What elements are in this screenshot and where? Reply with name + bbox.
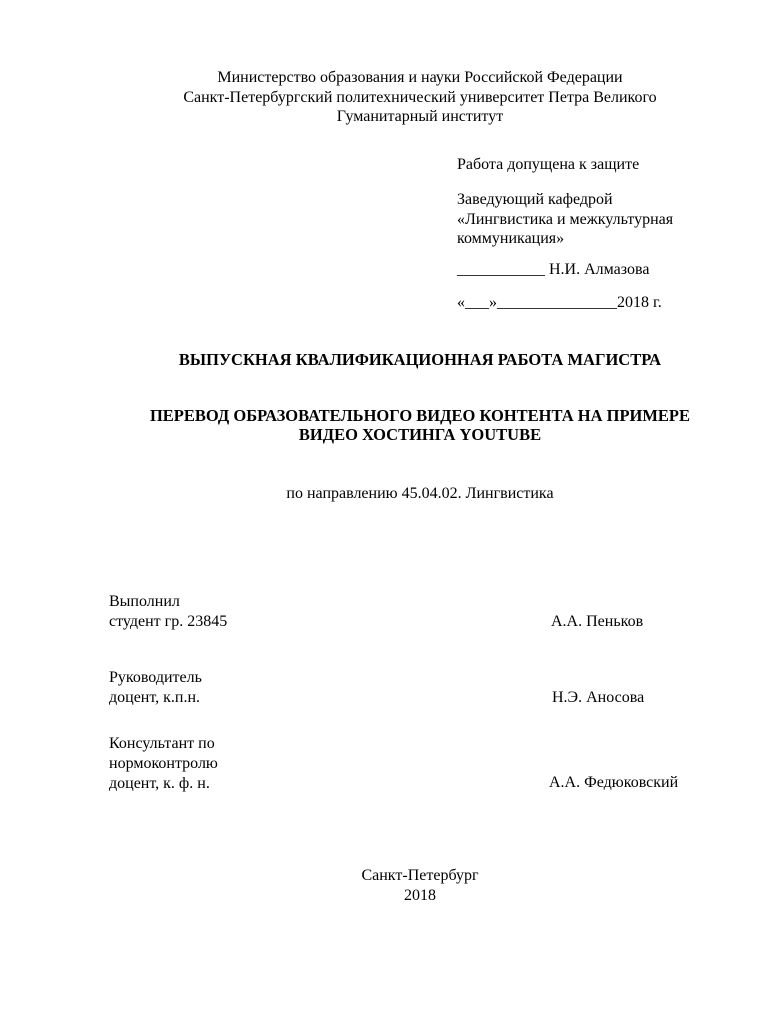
university-name: Санкт-Петербургский политехнический университет Петра Великого bbox=[183, 88, 657, 106]
ministry-name: Министерство образования и науки Российской Федерации bbox=[217, 69, 623, 86]
institute-name: Гуманитарный институт bbox=[336, 108, 504, 125]
page-footer bbox=[0, 866, 768, 906]
approval-position-line: Заведующий кафедрой bbox=[457, 191, 613, 208]
study-direction: по направлению 45.04.02. Лингвистика bbox=[286, 485, 554, 502]
role-line: нормоконтролю bbox=[109, 755, 218, 772]
role-line: Выполнил bbox=[109, 593, 180, 610]
signatory-name-student: А.А. Пеньков bbox=[551, 613, 644, 630]
footer-city: Санкт-Петербург bbox=[361, 867, 479, 884]
role-line: доцент, к.п.н. bbox=[109, 689, 201, 706]
thesis-title-line: ПЕРЕВОД ОБРАЗОВАТЕЛЬНОГО ВИДЕО КОНТЕНТА НА ПРИМЕРЕ bbox=[149, 406, 691, 425]
signatory-name-supervisor: Н.Э. Аносова bbox=[552, 689, 645, 706]
role-line: доцент, к. ф. н. bbox=[109, 775, 210, 792]
signatory-role-supervisor bbox=[109, 668, 389, 708]
role-line: Руководитель bbox=[109, 669, 202, 686]
document-type: ВЫПУСКНАЯ КВАЛИФИКАЦИОННАЯ РАБОТА МАГИСТРА bbox=[178, 350, 662, 369]
signatory-name-consultant: А.А. Федюковский bbox=[549, 774, 679, 791]
thesis-title-line: ВИДЕО ХОСТИНГА YOUTUBE bbox=[298, 425, 542, 444]
approval-admitted: Работа допущена к защите bbox=[457, 156, 640, 173]
footer-year: 2018 bbox=[404, 887, 436, 904]
role-line: Консультант по bbox=[109, 735, 215, 752]
signatory-role-consultant bbox=[109, 734, 389, 794]
role-line: студент гр. 23845 bbox=[109, 613, 228, 630]
approval-date-line: «___»_______________2018 г. bbox=[457, 294, 662, 311]
thesis-title bbox=[0, 406, 768, 444]
signatory-role-student bbox=[109, 592, 389, 632]
approval-position bbox=[457, 190, 747, 249]
approval-position-line: «Лингвистика и межкультурная bbox=[457, 210, 674, 228]
approval-signature-line: ___________ Н.И. Алмазова bbox=[457, 261, 650, 278]
approval-position-line: коммуникация» bbox=[457, 230, 565, 247]
page-header bbox=[0, 68, 768, 127]
